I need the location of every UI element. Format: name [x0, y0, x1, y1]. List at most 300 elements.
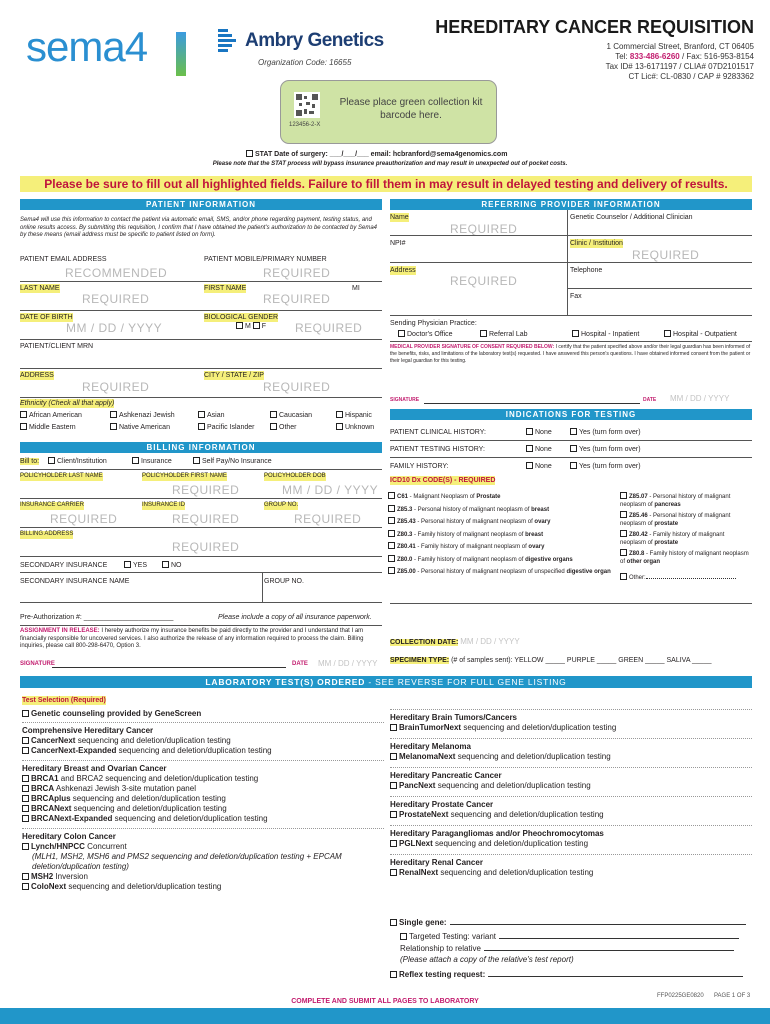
divider: [20, 527, 382, 528]
single-gene-label: Single gene:: [399, 918, 447, 927]
none-checkbox[interactable]: [526, 445, 533, 452]
test-item: [390, 810, 752, 820]
divider: [20, 556, 382, 557]
practice-option: Hospital - Outpatient: [673, 331, 737, 338]
stat-note: Please note that the STAT process will bypass insurance preauthorization and may result in unexpected out of pocket costs.: [212, 161, 568, 167]
barcode-text: Please place green collection kit barcode here.: [339, 97, 483, 121]
test-item: [22, 882, 384, 892]
divider: [567, 288, 752, 289]
test-group-title: Hereditary Paragangliomas and/or Pheochromocytomas: [390, 829, 604, 838]
icd-desc: - Family history of malignant neoplasm of: [415, 544, 529, 550]
icd-desc: - Personal history of malignant neoplasm of: [412, 506, 532, 513]
consent-label: MEDICAL PROVIDER SIGNATURE OF CONSENT REQUIRED BELOW:: [390, 344, 555, 350]
secondary-yes-checkbox[interactable]: [124, 561, 131, 568]
ph-dob-field[interactable]: MM / DD / YYYY: [282, 483, 379, 497]
barcode-qr-icon: [294, 92, 320, 118]
single-gene-checkbox[interactable]: [390, 919, 397, 926]
icd-emphasis: prostate: [654, 520, 679, 527]
icd-code-row: [388, 555, 618, 565]
practice-option: Hospital - Inpatient: [581, 331, 640, 338]
consent-text: [390, 344, 752, 365]
ambry-logo-icon: [218, 29, 240, 53]
test-item: [22, 774, 384, 784]
other-checkbox[interactable]: [620, 573, 627, 580]
none-checkbox[interactable]: [526, 428, 533, 435]
provider-header: REFERRING PROVIDER INFORMATION: [390, 199, 752, 210]
divider: [390, 341, 752, 342]
lab-right-column: [390, 709, 752, 878]
page-number: PAGE 1 OF 3: [714, 993, 751, 999]
icd-checkbox[interactable]: [388, 567, 395, 574]
lab-address: [606, 42, 754, 82]
last-name-label: LAST NAME: [20, 285, 60, 292]
gender-label: BIOLOGICAL GENDER: [204, 314, 279, 321]
group-field[interactable]: REQUIRED: [294, 512, 362, 526]
divider: [567, 210, 568, 316]
test-desc: sequencing and deletion/duplication testing: [461, 723, 617, 732]
icd-code-row: [388, 567, 618, 577]
relationship-label: Relationship to relative: [400, 944, 481, 953]
targeted-label: Targeted Testing: variant: [409, 932, 497, 941]
test-name: BRCA1: [31, 774, 59, 783]
bill-option: Insurance: [141, 458, 172, 465]
eth-option: Pacific Islander: [207, 424, 255, 431]
billing-address-field[interactable]: REQUIRED: [172, 540, 240, 554]
collection-date-row: [390, 637, 752, 647]
gender-field: REQUIRED: [295, 321, 363, 335]
icd-checkbox[interactable]: [620, 492, 627, 499]
fax-label: Fax: [570, 293, 582, 300]
test-group: [22, 828, 384, 892]
relationship-row: [400, 944, 752, 954]
test-group: [390, 709, 752, 733]
gender-f-checkbox[interactable]: [253, 322, 260, 329]
gender-f-label: F: [261, 323, 267, 330]
gender-m-label: M: [245, 323, 251, 330]
icd-emphasis: ovary: [534, 519, 551, 525]
telephone-label: Telephone: [570, 267, 603, 274]
indication-label: PATIENT TESTING HISTORY:: [390, 446, 485, 453]
assignment-text: [20, 628, 382, 651]
practice-checkbox[interactable]: [572, 330, 579, 337]
test-checkbox[interactable]: [390, 840, 397, 847]
assignment-label: ASSIGNMENT IN RELEASE:: [20, 628, 100, 634]
indication-label: PATIENT CLINICAL HISTORY:: [390, 429, 486, 436]
provider-name-field[interactable]: REQUIRED: [450, 222, 518, 236]
group2-label: GROUP NO.: [264, 578, 304, 585]
test-group: [390, 796, 752, 820]
none-label: None: [535, 429, 552, 436]
address-label: ADDRESS: [20, 372, 54, 379]
test-group-title: Hereditary Prostate Cancer: [390, 800, 494, 809]
barcode-code: 123456-2-X: [289, 122, 321, 128]
icd-emphasis: digestive organ: [566, 569, 611, 575]
test-checkbox[interactable]: [390, 753, 397, 760]
icd-desc: - Personal history of malignant neoplasm of: [415, 519, 535, 525]
billing-signature-line[interactable]: [52, 667, 286, 668]
test-name: BRCA: [31, 784, 55, 793]
icd-code-row: [388, 492, 618, 502]
none-label: None: [535, 463, 552, 470]
specimen-row: [390, 656, 752, 665]
divider: [20, 625, 382, 626]
test-item: [22, 842, 384, 852]
test-group: [390, 738, 752, 762]
test-checkbox[interactable]: [22, 785, 29, 792]
eth-checkbox[interactable]: [20, 423, 27, 430]
preauth-field[interactable]: Pre-Authorization #: _______________________: [20, 614, 174, 621]
dob-field[interactable]: MM / DD / YYYY: [66, 321, 163, 335]
test-name: CancerNext-Expanded: [31, 746, 117, 755]
icd-desc: - Malignant Neoplasm of: [408, 494, 477, 500]
test-checkbox[interactable]: [22, 883, 29, 890]
icd-emphasis: pancreas: [654, 501, 681, 508]
icd-checkbox[interactable]: [388, 530, 395, 537]
indications-header: INDICATIONS FOR TESTING: [390, 409, 752, 420]
counseling-option: [22, 709, 201, 719]
practice-option: Doctor's Office: [407, 331, 453, 338]
icd-checkbox[interactable]: [388, 542, 395, 549]
test-checkbox[interactable]: [22, 873, 29, 880]
test-checkbox[interactable]: [390, 782, 397, 789]
other-label: Other:: [629, 575, 646, 581]
ph-first-field[interactable]: REQUIRED: [172, 483, 240, 497]
test-desc: sequencing and deletion/duplication testing: [70, 794, 226, 803]
eth-option: Caucasian: [279, 412, 313, 419]
test-checkbox[interactable]: [390, 724, 397, 731]
divider: [390, 457, 752, 458]
gender-m-checkbox[interactable]: [236, 322, 243, 329]
lab-left-column: [22, 722, 384, 892]
single-gene-row: [390, 918, 752, 928]
test-name: PancNext: [399, 781, 436, 790]
divider: [20, 397, 382, 398]
ambry-logo: Ambry Genetics: [245, 30, 384, 51]
test-desc: Ashkenazi Jewish 3-site mutation panel: [54, 784, 196, 793]
yes-checkbox[interactable]: [570, 445, 577, 452]
divider: [20, 469, 382, 470]
attach-note: (Please attach a copy of the relative's test report): [400, 955, 574, 964]
test-name: Lynch/HNPCC: [31, 842, 85, 851]
icd-desc: - Family history of malignant neoplasm of: [620, 532, 725, 546]
ph-dob-label: POLICYHOLDER DOB: [264, 473, 326, 479]
divider: [20, 368, 382, 369]
lab-header-bold: LABORATORY TEST(S) ORDERED: [205, 677, 366, 687]
footer-bar: [0, 1008, 770, 1024]
indication-row: [390, 428, 752, 437]
eth-checkbox[interactable]: [336, 411, 343, 418]
test-desc: sequencing and deletion/duplication testing: [66, 882, 222, 891]
provider-signature-line[interactable]: [424, 403, 640, 404]
clinic-label: Clinic / Institution: [570, 240, 623, 247]
eth-checkbox[interactable]: [270, 423, 277, 430]
secondary-name-label: SECONDARY INSURANCE NAME: [20, 578, 130, 585]
test-item: [22, 794, 384, 804]
test-desc: Concurrent: [84, 842, 127, 851]
lab-header-rest: - SEE REVERSE FOR FULL GENE LISTING: [365, 677, 567, 687]
icd-checkbox[interactable]: [388, 505, 395, 512]
fax-number: / Fax: 516-953-8154: [681, 52, 754, 61]
test-name: CancerNext: [31, 736, 76, 745]
test-item: [22, 784, 384, 794]
test-checkbox[interactable]: [22, 795, 29, 802]
none-checkbox[interactable]: [526, 462, 533, 469]
mobile-label: PATIENT MOBILE/PRIMARY NUMBER: [204, 256, 327, 263]
icd-emphasis: breast: [531, 506, 550, 513]
icd-code: Z85.07: [629, 494, 648, 500]
test-item: [390, 752, 752, 762]
reflex-row: [390, 970, 752, 980]
billing-address-label: BILLING ADDRESS: [20, 531, 74, 537]
ins-id-field[interactable]: REQUIRED: [172, 512, 240, 526]
icd-checkbox[interactable]: [620, 549, 627, 556]
test-desc: sequencing and deletion/duplication testing: [432, 839, 589, 848]
test-item: [22, 746, 384, 756]
group-label: GROUP NO.: [264, 502, 299, 508]
test-name: PGLNext: [399, 839, 433, 848]
test-item: [390, 781, 752, 791]
reflex-label: Reflex testing request:: [399, 970, 486, 979]
icd-codes-left: [388, 492, 618, 580]
divider: [20, 310, 382, 311]
tel-fax-line: [606, 52, 754, 62]
test-item: [390, 839, 752, 849]
ethnicity-label: Ethnicity (Check all that apply): [20, 400, 115, 407]
billing-header: BILLING INFORMATION: [20, 442, 382, 453]
icd-code-row: [620, 511, 752, 528]
icd-emphasis: prostate: [654, 539, 679, 546]
icd-code: Z80.42: [629, 532, 648, 538]
secondary-label: SECONDARY INSURANCE: [20, 562, 108, 569]
tax-clia-line: Tax ID# 13-6171197 / CLIA# 07D2101517: [605, 62, 754, 71]
mi-label: MI: [352, 285, 360, 292]
test-checkbox[interactable]: [22, 775, 29, 782]
icd-emphasis: ovary: [528, 544, 545, 550]
icd-emphasis: other organ: [626, 558, 661, 565]
gender-options: [236, 322, 266, 331]
test-group-title: Hereditary Melanoma: [390, 742, 471, 751]
divider: [390, 315, 752, 316]
eth-option: Hispanic: [345, 412, 372, 419]
test-group: [390, 825, 752, 849]
test-item: [22, 814, 384, 824]
counselor-label: Genetic Counselor / Additional Clinician: [570, 214, 693, 221]
test-checkbox[interactable]: [22, 843, 29, 850]
test-group: [390, 854, 752, 878]
npi-label: NPI#: [390, 240, 406, 247]
icd-desc: - Personal history of malignant neoplasm of: [620, 513, 731, 527]
test-group-title: Hereditary Renal Cancer: [390, 858, 483, 867]
eth-checkbox[interactable]: [198, 411, 205, 418]
icd-code-row: [620, 492, 752, 509]
test-group-title: Hereditary Breast and Ovarian Cancer: [22, 764, 167, 773]
practice-checkbox[interactable]: [480, 330, 487, 337]
icd-checkbox[interactable]: [620, 530, 627, 537]
tel-label: Tel:: [615, 52, 628, 61]
icd-code: Z80.0: [397, 556, 413, 563]
bill-to-label: Bill to:: [20, 458, 40, 465]
lab-header: [20, 676, 752, 688]
provider-date-label: DATE: [643, 397, 657, 403]
counseling-label: Genetic counseling provided by GeneScreen: [31, 709, 202, 718]
practice-checkbox[interactable]: [398, 330, 405, 337]
eth-option: African American: [29, 412, 82, 419]
test-checkbox[interactable]: [22, 747, 29, 754]
eth-option: Asian: [207, 412, 225, 419]
submit-note: COMPLETE AND SUBMIT ALL PAGES TO LABORATORY: [291, 998, 479, 1005]
test-group-title: Hereditary Brain Tumors/Cancers: [390, 713, 518, 722]
test-checkbox[interactable]: [390, 869, 397, 876]
eth-checkbox[interactable]: [198, 423, 205, 430]
icd-checkbox[interactable]: [388, 492, 395, 499]
reflex-checkbox[interactable]: [390, 971, 397, 978]
icd-code-row: [388, 517, 618, 527]
test-name: MelanomaNext: [399, 752, 456, 761]
eth-checkbox[interactable]: [20, 411, 27, 418]
provider-name-label: Name: [390, 214, 409, 221]
test-name: BRCANext: [31, 804, 72, 813]
city-label: CITY / STATE / ZIP: [204, 372, 264, 379]
eth-checkbox[interactable]: [336, 423, 343, 430]
icd-code: Z85.46: [629, 513, 648, 519]
eth-option: Other: [279, 424, 297, 431]
address-field[interactable]: REQUIRED: [82, 380, 150, 394]
icd-emphasis: Prostate: [476, 494, 501, 500]
test-desc: sequencing and deletion/duplication testing: [75, 736, 231, 745]
stat-line: [246, 150, 546, 159]
bill-option-checkbox[interactable]: [48, 457, 55, 464]
ph-last-label: POLICYHOLDER LAST NAME: [20, 473, 103, 479]
secondary-yes-label: YES: [133, 562, 148, 569]
test-item: [390, 723, 752, 733]
practice-checkbox[interactable]: [664, 330, 671, 337]
test-selection-label: Test Selection (Required): [22, 697, 106, 704]
test-desc: sequencing and deletion/duplication testing: [448, 810, 604, 819]
billing-date-label: DATE: [292, 661, 308, 667]
icd-code: Z80.3: [397, 531, 413, 538]
bill-option-checkbox[interactable]: [193, 457, 200, 464]
single-gene-block: [390, 918, 752, 980]
carrier-field[interactable]: REQUIRED: [50, 512, 118, 526]
test-item: [22, 804, 384, 814]
provider-address-label: Address: [390, 267, 416, 274]
test-checkbox[interactable]: [22, 737, 29, 744]
yes-checkbox[interactable]: [570, 428, 577, 435]
eth-checkbox[interactable]: [110, 423, 117, 430]
email-field[interactable]: RECOMMENDED: [65, 266, 168, 280]
divider: [20, 602, 382, 603]
icd-desc: - Family history of malignant neoplasm of: [412, 531, 526, 538]
eth-checkbox[interactable]: [270, 411, 277, 418]
eth-option: Unknown: [345, 424, 375, 431]
provider-date-field[interactable]: MM / DD / YYYY: [670, 394, 730, 403]
test-group: [22, 760, 384, 824]
secondary-no-checkbox[interactable]: [162, 561, 169, 568]
test-checkbox[interactable]: [390, 811, 397, 818]
test-name: MSH2: [31, 872, 54, 881]
sema4-logo-bar: [176, 32, 186, 76]
last-name-field[interactable]: REQUIRED: [82, 292, 150, 306]
provider-signature-label: SIGNATURE: [390, 397, 420, 403]
city-field[interactable]: REQUIRED: [263, 380, 331, 394]
test-checkbox[interactable]: [22, 815, 29, 822]
counseling-checkbox[interactable]: [22, 710, 29, 717]
icd-emphasis: breast: [525, 531, 544, 538]
bill-option-checkbox[interactable]: [132, 457, 139, 464]
consent-body: I certify that the patient specified above and/or their legal guardian has been informed of the benefits, risks, and limitations of the laboratory test(s) requested. I have answered this person's questions. I have obtained informed consent from the patient or their legal guardian for this testing.: [390, 344, 751, 364]
secondary-row: [20, 561, 382, 570]
assignment-body: I hereby authorize my insurance benefits be paid directly to the provider and I understand that I am financially responsible for uncovered services. I also authorize the release of any information required to process the claim. Billing inquiries, please call 800-298-6470, Option 3.: [20, 628, 364, 649]
divider: [262, 572, 263, 602]
yes-label: Yes (turn form over): [579, 463, 641, 470]
test-group: [390, 767, 752, 791]
billing-date-field[interactable]: MM / DD / YYYY: [318, 659, 378, 668]
test-name: BRCANext-Expanded: [31, 814, 113, 823]
indication-row: [390, 445, 752, 454]
icd-code-row: [388, 505, 618, 515]
email-label: PATIENT EMAIL ADDRESS: [20, 256, 107, 263]
dob-label: DATE OF BIRTH: [20, 314, 73, 321]
specimen-samples[interactable]: (# of samples sent): YELLOW _____ PURPLE _____ GREEN _____ SALIVA _____: [451, 657, 712, 664]
test-desc: and BRCA2 sequencing and deletion/duplication testing: [58, 774, 259, 783]
icd-code-row: [388, 542, 618, 552]
first-name-field[interactable]: REQUIRED: [263, 292, 331, 306]
icd-code: Z85.00: [397, 569, 416, 575]
test-name: ProstateNext: [399, 810, 449, 819]
tel-number[interactable]: 833-486-6260: [629, 52, 680, 61]
icd-emphasis: digestive organs: [525, 556, 573, 563]
collection-date-field[interactable]: MM / DD / YYYY: [460, 637, 520, 646]
clinic-field[interactable]: REQUIRED: [632, 248, 700, 262]
yes-checkbox[interactable]: [570, 462, 577, 469]
patient-intro: Sema4 will use this information to contact the patient via automatic email, SMS, and/or phone regarding payment, testing status, and online results access. By submitting this requisition, I confirm that I have obtained the patient's authorization to be contacted by Sema4 by these means (email address must be specific to patient listed on form).: [20, 217, 378, 238]
divider: [20, 572, 382, 573]
secondary-no-label: NO: [171, 562, 182, 569]
divider: [20, 339, 382, 340]
org-code: Organization Code: 16655: [258, 58, 352, 67]
address-line: 1 Commercial Street, Branford, CT 06405: [606, 42, 754, 51]
test-item: [390, 868, 752, 878]
divider: [390, 262, 752, 263]
test-desc: sequencing and deletion/duplication testing: [112, 814, 268, 823]
icd-code: Z80.8: [629, 551, 645, 557]
eth-option: Native American: [119, 424, 170, 431]
practice-label: Sending Physician Practice:: [390, 320, 477, 327]
ph-first-label: POLICYHOLDER FIRST NAME: [142, 473, 227, 479]
specimen-label: SPECIMEN TYPE:: [390, 657, 450, 664]
icd-checkbox[interactable]: [620, 511, 627, 518]
icd-checkbox[interactable]: [388, 517, 395, 524]
icd-checkbox[interactable]: [388, 555, 395, 562]
form-id: FFP0225GE0820: [657, 993, 704, 999]
test-name: RenalNext: [399, 868, 439, 877]
eth-checkbox[interactable]: [110, 411, 117, 418]
provider-address-field[interactable]: REQUIRED: [450, 274, 518, 288]
stat-checkbox[interactable]: [246, 150, 253, 157]
targeted-checkbox[interactable]: [400, 933, 407, 940]
divider: [390, 235, 752, 236]
icd-desc: - Family history of malignant neoplasm of: [412, 556, 526, 563]
mobile-field[interactable]: REQUIRED: [263, 266, 331, 280]
icd-other: [620, 573, 752, 583]
test-desc: sequencing and deletion/duplication testing: [438, 868, 594, 877]
warning-banner: Please be sure to fill out all highlighted fields. Failure to fill them in may result in delayed testing and delivery of results.: [20, 176, 752, 192]
test-checkbox[interactable]: [22, 805, 29, 812]
icd-code: Z85.43: [397, 519, 416, 525]
icd-code-row: [620, 549, 752, 566]
icd-desc: - Personal history of malignant neoplasm of: [620, 494, 731, 508]
bill-option: Client/Institution: [57, 458, 107, 465]
